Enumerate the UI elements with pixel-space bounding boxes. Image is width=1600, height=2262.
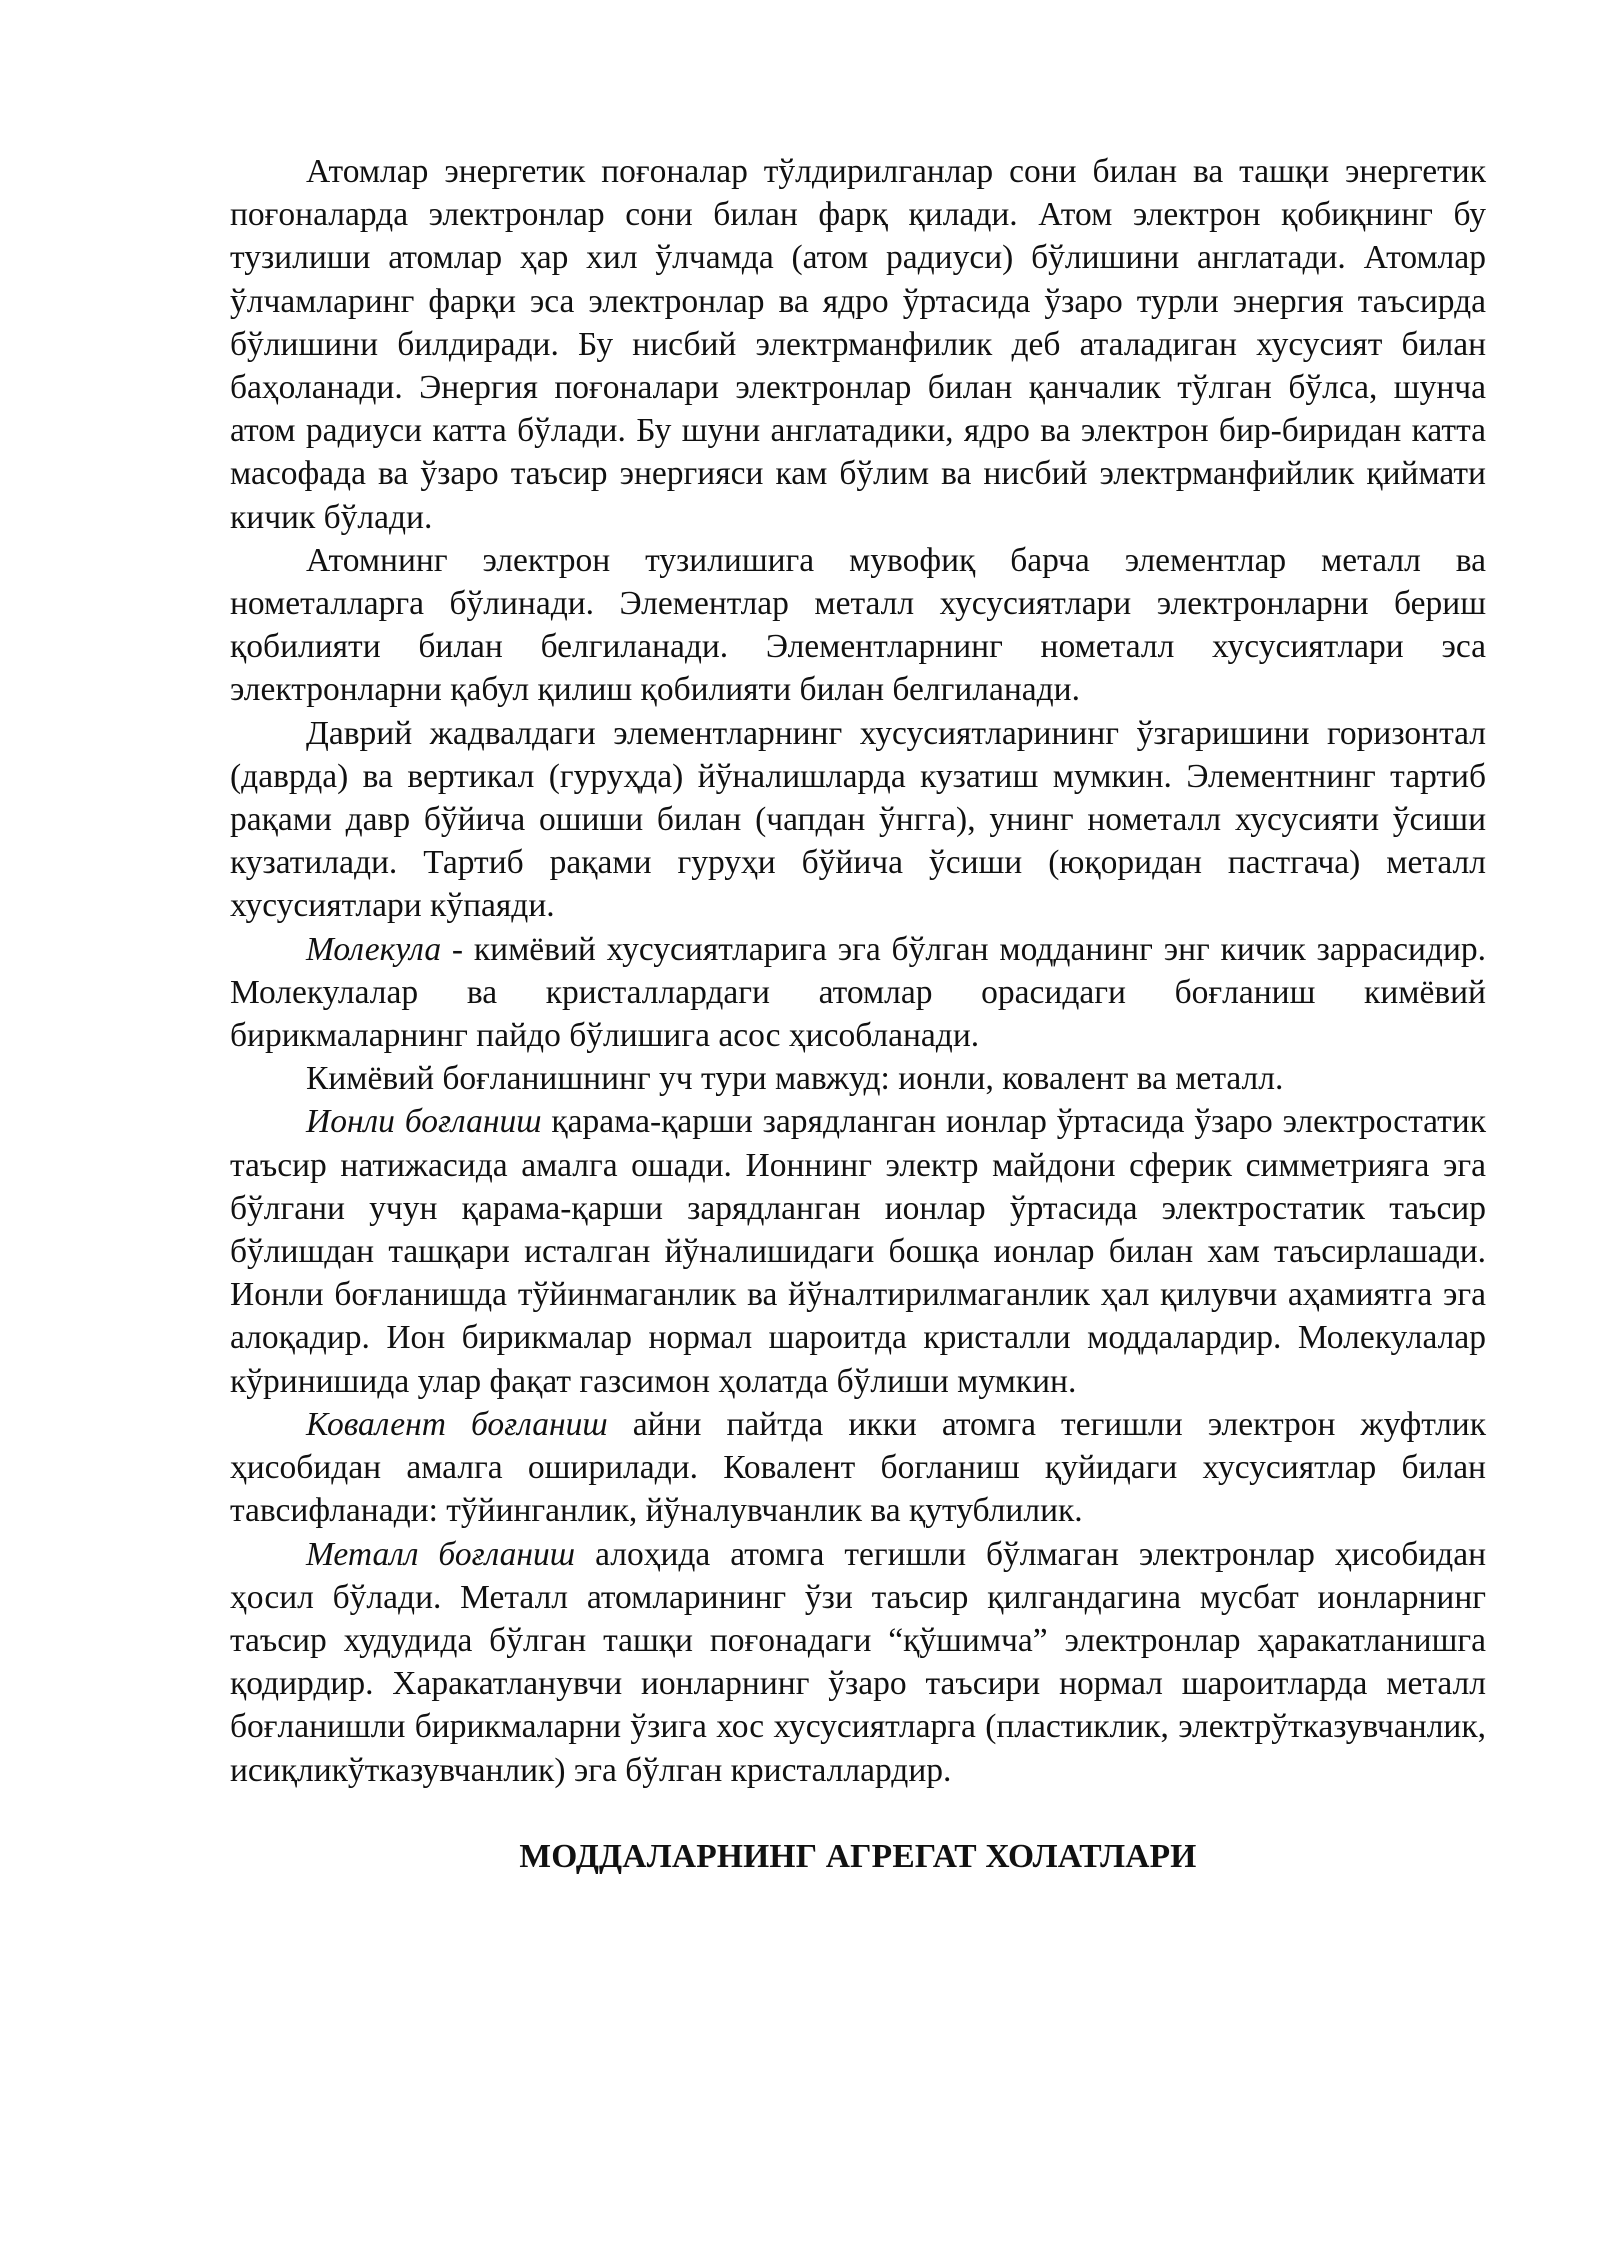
paragraph-bond-types	[230, 1057, 1486, 1100]
term-molecule: Молекула	[306, 930, 442, 968]
paragraph-periodic-table	[230, 712, 1486, 928]
paragraph-text: Даврий жадвалдаги элементларнинг хусусиятларининг ўзгаришини горизонтал (даврда) ва вертикал (гуруҳда) йўналишларда кузатиш мумкин. Элементнинг тартиб рақами давр бўйича ошиши билан (чапдан ўнгга), унинг нометалл хусусияти ўсиши кузатилади. Тартиб рақами гуруҳи бўйича ўсиши (юқоридан пастгача) металл хусусиятлари кўпаяди.	[230, 714, 1486, 925]
paragraph-text: Атомнинг электрон тузилишига мувофиқ барча элементлар металл ва нометалларга бўлинади. Элементлар металл хусусиятлари электронларни бериш қобилияти билан белгиланади. Элементларнинг нометалл хусусиятлари эса электронларни қабул қилиш қобилияти билан белгиланади.	[230, 541, 1486, 709]
paragraph-text: Кимёвий боғланишнинг уч тури мавжуд: ионли, ковалент ва металл.	[306, 1060, 1284, 1098]
document-page	[230, 150, 1486, 1878]
section-heading: МОДДАЛАРНИНГ АГРЕГАТ ХОЛАТЛАРИ	[519, 1837, 1197, 1875]
term-covalent-bond: Ковалент боғланиш	[306, 1405, 608, 1443]
paragraph-text: қарама-қарши зарядланган ионлар ўртасида ўзаро электростатик таъсир натижасида амалга ошади. Ионнинг электр майдони сферик симметрияга эга бўлгани учун қарама-қарши зарядланган ионлар ўртасида электростатик таъсир бўлишдан ташқари исталган йўналишидаги бошқа ионлар билан хам таъсирлашади. Ионли боғланишда тўйинмаганлик ва йўналтирилмаганлик ҳал қилувчи аҳамиятга эга алоқадир. Ион бирикмалар нормал шароитда кристалли моддалардир. Молекулалар кўринишида улар фақат газсимон ҳолатда бўлиши мумкин.	[230, 1103, 1486, 1400]
term-metallic-bond: Металл боғланиш	[306, 1535, 576, 1573]
paragraph-text: айни пайтда икки атомга тегишли электрон жуфтлик ҳисобидан амалга оширилади. Ковалент богланиш қуйидаги хусусиятлар билан тавсифланади: тўйинганлик, йўналувчанлик ва қутублилик.	[230, 1405, 1486, 1530]
paragraph-metallic-bond	[230, 1533, 1486, 1792]
paragraph-metals-nonmetals	[230, 539, 1486, 712]
paragraph-atom-energy-levels	[230, 150, 1486, 539]
paragraph-text: Атомлар энергетик поғоналар тўлдирилганлар сони билан ва ташқи энергетик поғоналарда электронлар сони билан фарқ қилади. Атом электрон қобиқнинг бу тузилиши атомлар ҳар хил ўлчамда (атом радиуси) бўлишини англатади. Атомлар ўлчамларинг фарқи эса электронлар ва ядро ўртасида ўзаро турли энергия таъсирда бўлишини билдиради. Бу нисбий электрманфилик деб аталадиган хусусият билан баҳоланади. Энергия поғоналари электронлар билан қанчалик тўлган бўлса, шунча атом радиуси катта бўлади. Бу шуни англатадики, ядро ва электрон бир-биридан катта масофада ва ўзаро таъсир энергияси кам бўлим ва нисбий электрманфийлик қиймати кичик бўлади.	[230, 153, 1486, 536]
paragraph-covalent-bond	[230, 1403, 1486, 1533]
paragraph-text: алоҳида атомга тегишли бўлмаган электронлар ҳисобидан ҳосил бўлади. Металл атомларининг ўзи таъсир қилгандагина мусбат ионларнинг таъсир худудида бўлган ташқи поғонадаги “қўшимча” электронлар ҳаракатланишга қодирдир. Харакатланувчи ионларнинг ўзаро таъсири нормал шароитларда металл боғланишли бирикмаларни ўзига хос хусусиятларга (пластиклик, электрўтказувчанлик, исиқликўтказувчанлик) эга бўлган кристаллардир.	[230, 1535, 1487, 1789]
term-ionic-bond: Ионли боғланиш	[306, 1103, 542, 1141]
paragraph-text: - кимёвий хусусиятларига эга бўлган модданинг энг кичик заррасидир. Молекулалар ва кристаллардаги атомлар орасидаги боғланиш кимёвий бирикмаларнинг пайдо бўлишига асос ҳисобланади.	[230, 930, 1486, 1055]
paragraph-molecule	[230, 928, 1486, 1058]
paragraph-ionic-bond	[230, 1100, 1486, 1402]
